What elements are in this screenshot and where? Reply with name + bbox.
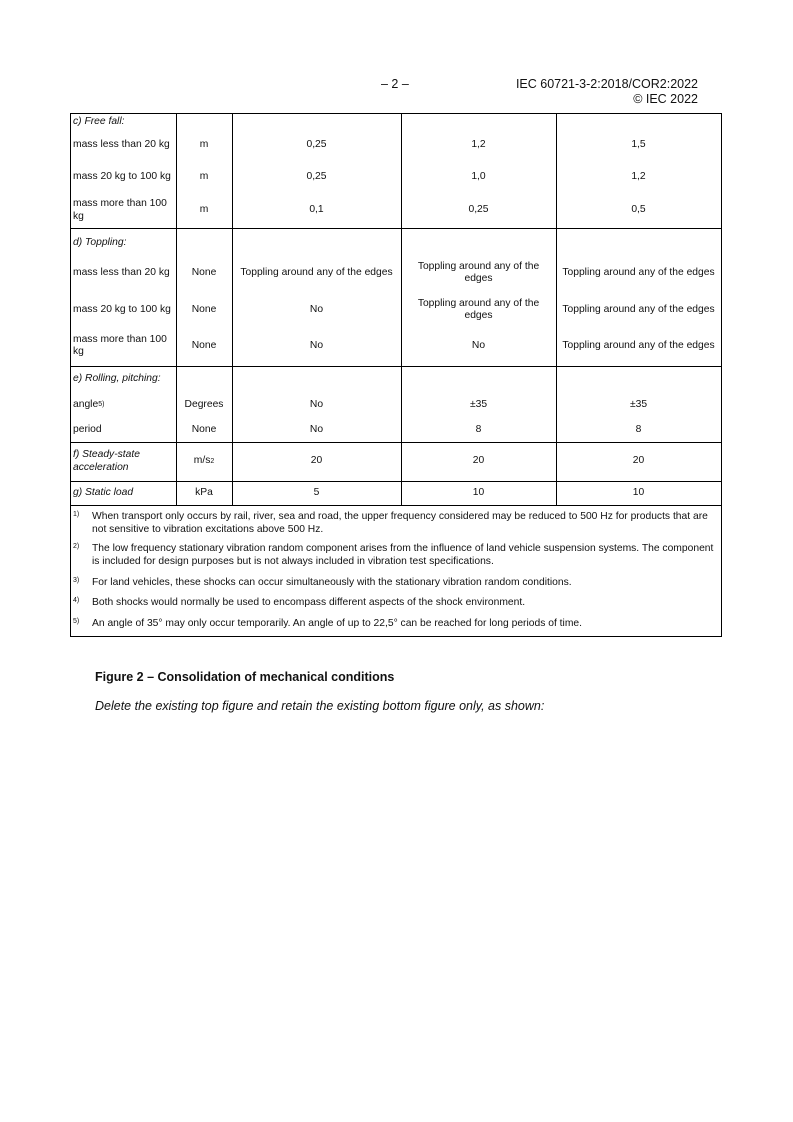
- row-label: [70, 482, 176, 504]
- value-cell-text: 1,2: [631, 170, 646, 182]
- unit-cell: [176, 257, 232, 289]
- footnote-text: For land vehicles, these shocks can occur simultaneously with the stationary vibration random conditions.: [92, 577, 572, 588]
- value-cell-text: 1,0: [471, 170, 486, 182]
- value-cell-text: No: [309, 398, 324, 410]
- value-cell: [556, 443, 721, 480]
- figure-caption: Figure 2 – Consolidation of mechanical conditions: [95, 670, 395, 684]
- unit-cell: [176, 294, 232, 326]
- value-cell: [401, 195, 556, 226]
- value-cell-text: 10: [632, 486, 645, 498]
- value-cell-text: ±35: [469, 398, 488, 410]
- footnote-number: 5): [73, 618, 80, 625]
- value-cell-text: 0,1: [309, 204, 324, 216]
- unit-cell: [176, 163, 232, 191]
- copyright: © IEC 2022: [633, 92, 698, 106]
- value-cell: [401, 330, 556, 362]
- value-cell: [401, 257, 556, 289]
- value-cell-text: Toppling around any of the edges: [562, 303, 715, 315]
- value-cell: [232, 482, 401, 504]
- value-cell: [556, 294, 721, 326]
- row-label-text: period: [73, 424, 102, 436]
- value-cell: [232, 257, 401, 289]
- row-label: [70, 421, 176, 440]
- row-label: [70, 369, 176, 389]
- value-cell: [556, 330, 721, 362]
- footnote-number: 4): [73, 597, 80, 604]
- row-label: [70, 294, 176, 326]
- row-label-text: g) Static load: [73, 486, 134, 498]
- footnote: [72, 577, 722, 590]
- value-cell: [556, 195, 721, 226]
- unit-cell-text: Degrees: [184, 398, 224, 410]
- value-cell-text: Toppling around any of the edges: [417, 260, 540, 284]
- value-cell-text: 0,25: [306, 170, 327, 182]
- value-cell: [556, 395, 721, 415]
- value-cell-text: Toppling around any of the edges: [417, 297, 540, 321]
- footnote-text: The low frequency stationary vibration random component arises from the influence of land vehicle suspension systems. The component is included for design purposes but is not always included in vibration test specifications.: [92, 543, 714, 567]
- value-cell-text: 0,5: [631, 204, 646, 216]
- value-cell: [232, 443, 401, 480]
- unit-cell: [176, 330, 232, 362]
- unit-cell-text: None: [191, 266, 217, 278]
- row-label-text: c) Free fall:: [73, 116, 125, 128]
- footnote-text: An angle of 35° may only occur temporarily. An angle of up to 22,5° can be reached for long periods of time.: [92, 618, 582, 629]
- row-label-text: f) Steady-state acceleration: [73, 449, 140, 473]
- unit-cell-text: m: [199, 170, 209, 182]
- value-cell-text: No: [309, 303, 324, 315]
- value-cell-text: 0,25: [468, 204, 489, 216]
- unit-cell: [176, 395, 232, 415]
- unit-cell: m/s 2: [193, 455, 215, 467]
- row-label: [70, 232, 176, 255]
- row-label-text: angle: [73, 398, 99, 410]
- value-cell-text: 20: [632, 455, 645, 467]
- value-cell: [232, 294, 401, 326]
- value-cell: [556, 421, 721, 440]
- value-cell-text: 20: [472, 455, 485, 467]
- value-cell: [232, 195, 401, 226]
- value-cell-text: Toppling around any of the edges: [562, 266, 715, 278]
- row-label: [70, 163, 176, 191]
- unit-cell-text: None: [191, 339, 217, 351]
- unit-cell-text: None: [191, 424, 217, 436]
- footnote: [72, 543, 722, 568]
- value-cell: [232, 163, 401, 191]
- value-cell-text: 5: [313, 486, 320, 498]
- value-cell-text: Toppling around any of the edges: [240, 266, 393, 278]
- value-cell: [401, 131, 556, 160]
- row-label-text: mass more than 100 kg: [73, 333, 167, 357]
- footnote-number: 2): [73, 543, 80, 550]
- value-cell-text: 1,5: [631, 139, 646, 151]
- unit-cell-text: kPa: [195, 486, 213, 498]
- unit-cell-text: None: [191, 303, 217, 315]
- value-cell-text: No: [471, 339, 486, 351]
- unit-cell: [176, 421, 232, 440]
- row-label-text: d) Toppling:: [73, 237, 127, 249]
- value-cell: [556, 257, 721, 289]
- value-cell: [401, 294, 556, 326]
- value-cell-text: 0,25: [306, 139, 327, 151]
- table-rule: [70, 228, 722, 229]
- value-cell: [232, 330, 401, 362]
- value-cell: [556, 131, 721, 160]
- footnote-number: 1): [73, 511, 80, 518]
- value-cell-text: 10: [472, 486, 485, 498]
- value-cell: [556, 482, 721, 504]
- value-cell: [232, 421, 401, 440]
- row-label: [70, 443, 176, 480]
- footnote: [72, 597, 722, 610]
- row-label: [70, 195, 176, 226]
- row-label-text: e) Rolling, pitching:: [73, 372, 161, 384]
- row-label: [70, 114, 176, 131]
- value-cell-text: ±35: [629, 398, 648, 410]
- footnote-text: Both shocks would normally be used to encompass different aspects of the shock environment.: [92, 597, 526, 608]
- footnote: [72, 618, 722, 631]
- value-cell: [232, 131, 401, 160]
- value-cell-text: Toppling around any of the edges: [562, 339, 715, 351]
- value-cell: [401, 421, 556, 440]
- document-id: IEC 60721-3-2:2018/COR2:2022: [515, 77, 698, 91]
- row-label: [70, 330, 176, 362]
- unit-cell-text: m: [199, 204, 209, 216]
- footnote: [72, 511, 722, 536]
- instruction-text: Delete the existing top figure and retain the existing bottom figure only, as shown:: [95, 699, 545, 713]
- unit-cell: [176, 482, 232, 504]
- row-label-text: mass more than 100 kg: [73, 198, 167, 222]
- value-cell: [401, 482, 556, 504]
- row-label: angle 5): [73, 398, 105, 410]
- row-label: [70, 131, 176, 160]
- value-cell: [556, 163, 721, 191]
- footnote-text: When transport only occurs by rail, river, sea and road, the upper frequency considered may be reduced to 500 Hz for products that are not sensitive to vibration excitations above 500 Hz.: [92, 511, 708, 535]
- table-rule: [70, 366, 722, 367]
- value-cell-text: 1,2: [471, 139, 486, 151]
- unit-cell: [176, 131, 232, 160]
- footnote-number: 3): [73, 577, 80, 584]
- row-label-text: mass 20 kg to 100 kg: [73, 303, 171, 315]
- page-number: – 2 –: [381, 77, 409, 91]
- unit-cell-text: m: [199, 139, 209, 151]
- value-cell-text: No: [309, 424, 324, 436]
- value-cell: [401, 395, 556, 415]
- value-cell: [232, 395, 401, 415]
- row-label-text: mass 20 kg to 100 kg: [73, 170, 171, 182]
- value-cell-text: 20: [310, 455, 323, 467]
- row-label-text: mass less than 20 kg: [73, 266, 170, 278]
- table-rule: [70, 505, 722, 506]
- value-cell: [401, 163, 556, 191]
- unit-cell-text: m/s: [193, 455, 211, 467]
- unit-cell: [176, 195, 232, 226]
- value-cell-text: No: [309, 339, 324, 351]
- value-cell: [401, 443, 556, 480]
- row-label: [70, 257, 176, 289]
- value-cell-text: 8: [475, 424, 482, 436]
- table-rule: [70, 636, 722, 637]
- value-cell-text: 8: [635, 424, 642, 436]
- row-label-text: mass less than 20 kg: [73, 139, 170, 151]
